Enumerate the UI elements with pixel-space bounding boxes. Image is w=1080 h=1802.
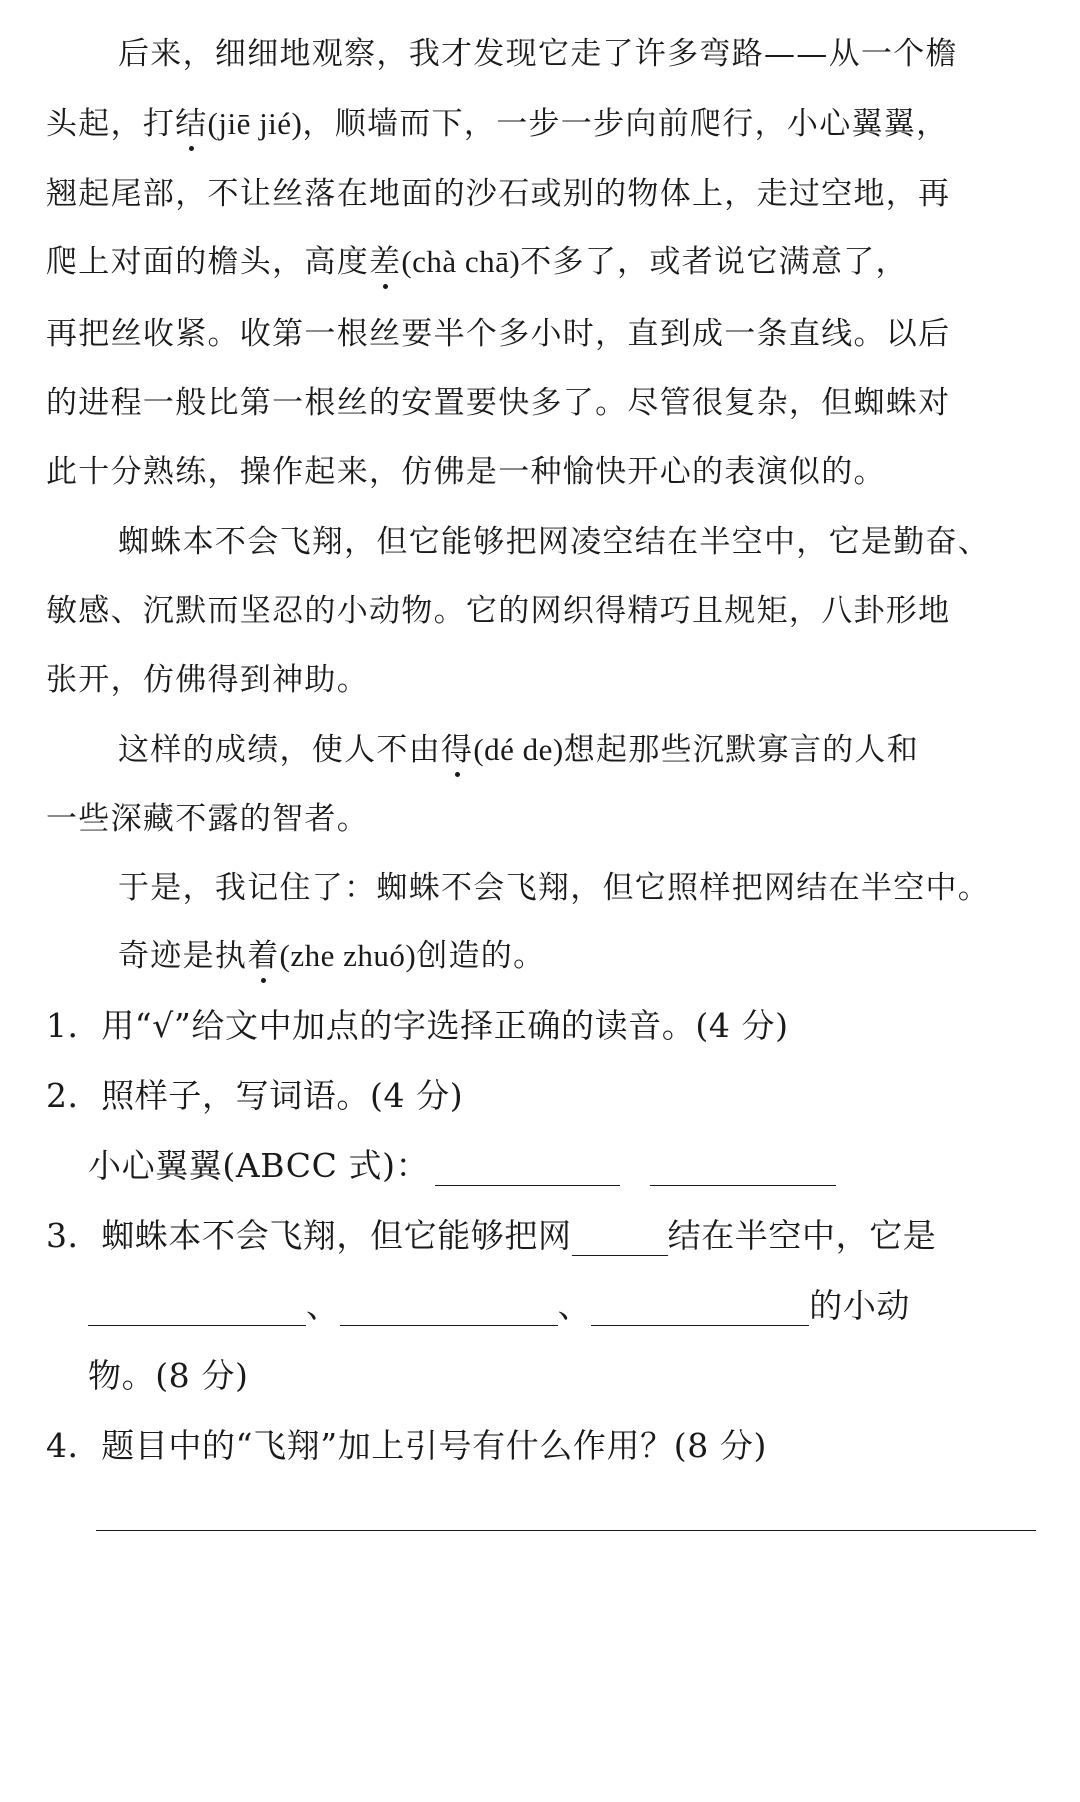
passage-line-11 <box>118 730 1036 770</box>
passage-text: 想起那些沉默寡言的人和 <box>563 732 920 768</box>
passage-text: 爬上对面的檐头，高度 <box>46 244 369 280</box>
separator: 、 <box>306 1286 340 1325</box>
question-2: 2．照样子，写词语。(4 分) <box>46 1076 464 1115</box>
pinyin-options-de[interactable]: (dé de) <box>473 732 564 767</box>
passage-line-13: 于是，我记住了：蜘蛛不会飞翔，但它照样把网结在半空中。 <box>118 870 991 906</box>
passage-line-7: 此十分熟练，操作起来，仿佛是一种愉快开心的表演似的。 <box>46 454 886 490</box>
passage-line-3: 翘起尾部，不让丝落在地面的沙石或别的物体上，走过空地，再 <box>46 176 951 212</box>
dotted-char-de: 得 <box>441 732 474 768</box>
separator: 、 <box>557 1286 592 1325</box>
question-3-text: 的小动 <box>809 1286 911 1325</box>
answer-blank-3[interactable] <box>572 1223 668 1256</box>
passage-line-10: 张开，仿佛得到神助。 <box>46 662 369 698</box>
passage-line-1: 后来，细细地观察，我才发现它走了许多弯路——从一个檐 <box>118 36 958 72</box>
passage-line-12: 一些深藏不露的智者。 <box>46 801 369 837</box>
dotted-char-cha: 差 <box>369 244 402 280</box>
question-2-example <box>88 1146 1078 1186</box>
passage-line-8: 蜘蛛本不会飞翔，但它能够把网凌空结在半空中，它是勤奋、 <box>118 524 991 560</box>
passage-text: 奇迹是执 <box>118 938 248 974</box>
passage-text: 创造的。 <box>416 938 546 974</box>
question-3 <box>46 1216 1036 1256</box>
passage-line-4 <box>46 242 1036 282</box>
question-3-text: 结在半空中，它是 <box>667 1216 937 1255</box>
passage-text: 头起，打 <box>46 106 176 142</box>
pinyin-options-jie[interactable]: (jiē jié) <box>207 106 303 141</box>
passage-line-14 <box>118 936 1036 976</box>
question-1: 1．用“√”给文中加点的字选择正确的读音。(4 分) <box>46 1006 789 1045</box>
passage-text: 这样的成绩，使人不由 <box>118 732 441 768</box>
passage-line-9: 敏感、沉默而坚忍的小动物。它的网织得精巧且规矩，八卦形地 <box>46 593 951 629</box>
answer-blank-5[interactable] <box>340 1293 558 1326</box>
dotted-char-zhuo: 着 <box>247 938 280 974</box>
passage-text: ，顺墙而下，一步一步向前爬行，小心翼翼， <box>302 106 949 142</box>
question-4: 4．题目中的“飞翔”加上引号有什么作用？(8 分) <box>46 1426 767 1465</box>
passage-text: 不多了，或者说它满意了， <box>520 244 908 280</box>
question-3-text: 3．蜘蛛本不会飞翔，但它能够把网 <box>46 1216 572 1255</box>
passage-line-6: 的进程一般比第一根丝的安置要快多了。尽管很复杂，但蜘蛛对 <box>46 385 951 421</box>
example-label: 小心翼翼(ABCC 式)： <box>88 1146 430 1185</box>
pinyin-options-cha[interactable]: (chà chā) <box>401 244 521 279</box>
dotted-char-jie: 结 <box>175 106 208 142</box>
answer-blank-4[interactable] <box>88 1293 306 1326</box>
passage-line-2 <box>46 104 1036 144</box>
answer-blank-2[interactable] <box>650 1153 836 1186</box>
question-3-end: 物。(8 分) <box>88 1356 249 1395</box>
answer-line[interactable] <box>96 1530 1036 1531</box>
pinyin-options-zhuo[interactable]: (zhe zhuó) <box>279 938 417 973</box>
question-3-blanks-line <box>88 1286 1078 1326</box>
answer-blank-1[interactable] <box>435 1153 620 1186</box>
passage-line-5: 再把丝收紧。收第一根丝要半个多小时，直到成一条直线。以后 <box>46 316 951 352</box>
answer-blank-6[interactable] <box>591 1293 809 1326</box>
